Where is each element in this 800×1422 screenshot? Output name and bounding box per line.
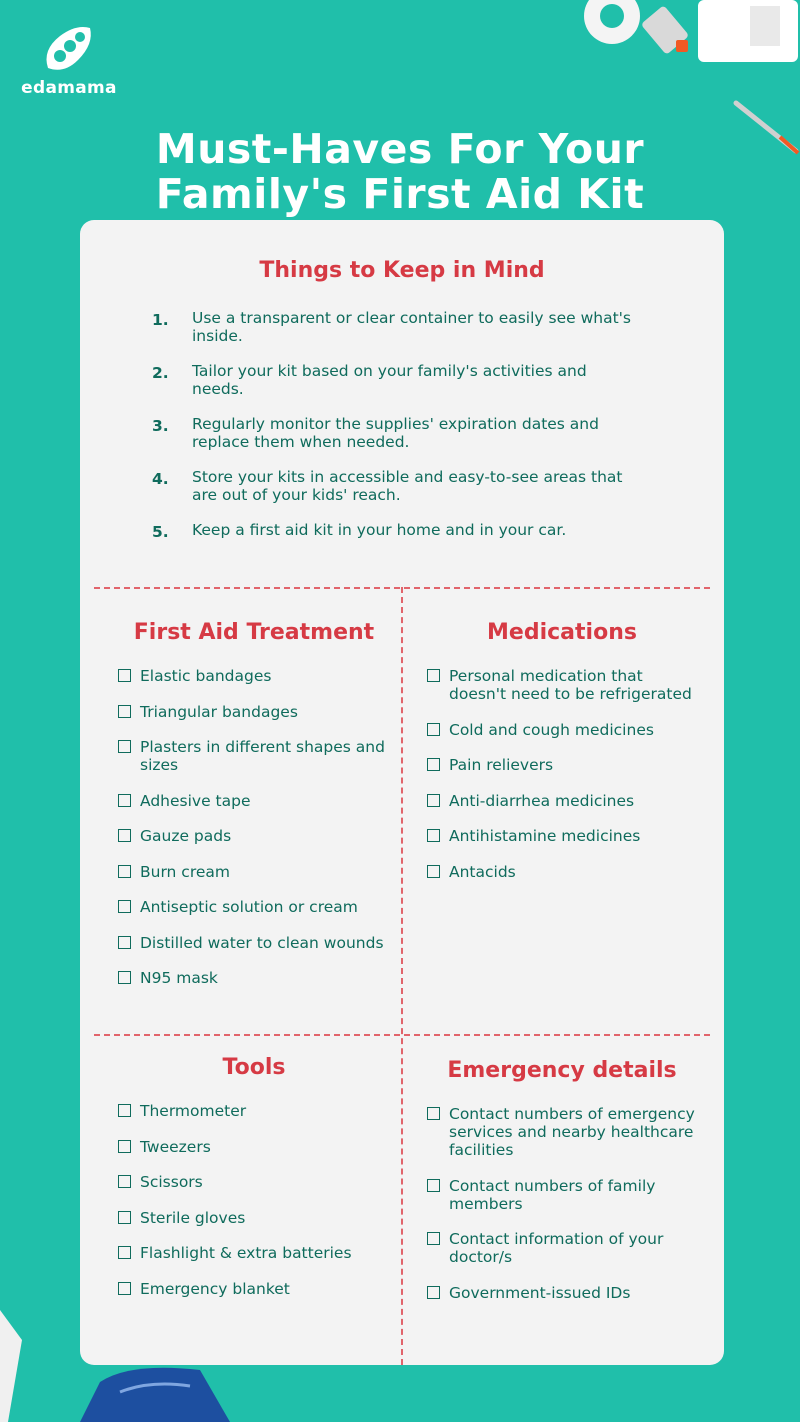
checklist-item bbox=[427, 863, 697, 881]
checkbox[interactable] bbox=[118, 900, 131, 913]
item-label: Antiseptic solution or cream bbox=[140, 898, 358, 916]
checkbox[interactable] bbox=[427, 723, 440, 736]
item-label: Burn cream bbox=[140, 862, 230, 881]
emergency-heading: Emergency details bbox=[447, 1058, 677, 1083]
checkbox[interactable] bbox=[118, 936, 131, 949]
checklist-item bbox=[427, 1105, 697, 1159]
checklist-item bbox=[118, 827, 390, 845]
item-label: Plasters in different shapes and sizes bbox=[140, 738, 385, 774]
list-item bbox=[80, 362, 632, 398]
list-item bbox=[80, 468, 632, 504]
checklist-item bbox=[427, 1230, 697, 1266]
checkbox[interactable] bbox=[118, 1140, 131, 1153]
checklist-item bbox=[118, 1280, 390, 1298]
item-label: Contact information of your doctor/s bbox=[449, 1230, 664, 1266]
checklist-item bbox=[118, 1102, 390, 1120]
checklist-item bbox=[118, 1244, 390, 1262]
item-label: Personal medication that doesn't need to be refrigerated bbox=[449, 667, 692, 703]
tape-roll-icon bbox=[582, 0, 642, 46]
emergency-list bbox=[427, 1105, 697, 1302]
item-label: Emergency blanket bbox=[140, 1279, 290, 1298]
checkbox[interactable] bbox=[118, 705, 131, 718]
item-label: Pain relievers bbox=[449, 756, 554, 774]
checkbox[interactable] bbox=[427, 1179, 440, 1192]
list-item bbox=[80, 309, 632, 345]
list-item bbox=[80, 521, 632, 539]
checklist-item bbox=[427, 827, 697, 845]
item-number: 3. bbox=[152, 417, 169, 435]
item-label: Anti-diarrhea medicines bbox=[449, 791, 635, 810]
keep-in-mind-section bbox=[80, 258, 724, 556]
checkbox[interactable] bbox=[118, 1104, 131, 1117]
item-label: Antihistamine medicines bbox=[449, 827, 641, 845]
bandage-pack-icon bbox=[690, 0, 800, 70]
item-label: Government-issued IDs bbox=[449, 1283, 631, 1302]
item-label: Thermometer bbox=[140, 1102, 247, 1120]
item-text: Regularly monitor the supplies' expiration dates and replace them when needed. bbox=[192, 415, 599, 451]
item-label: Antacids bbox=[449, 862, 516, 881]
checklist-card bbox=[80, 220, 724, 1365]
checkbox[interactable] bbox=[427, 1107, 440, 1120]
item-number: 5. bbox=[152, 523, 169, 541]
item-number: 2. bbox=[152, 364, 169, 382]
checkbox[interactable] bbox=[118, 1246, 131, 1259]
checkbox[interactable] bbox=[427, 1286, 440, 1299]
checkbox[interactable] bbox=[427, 669, 440, 682]
checklist-item bbox=[427, 756, 697, 774]
checklist-item bbox=[118, 703, 390, 721]
item-label: Triangular bandages bbox=[140, 702, 298, 721]
tools-list bbox=[118, 1102, 390, 1298]
checklist-item bbox=[118, 1209, 390, 1227]
brand-name: edamama bbox=[21, 78, 117, 98]
checklist-item bbox=[427, 792, 697, 810]
item-label: Scissors bbox=[140, 1173, 203, 1191]
checklist-item bbox=[118, 863, 390, 881]
keep-in-mind-list bbox=[80, 309, 724, 539]
edamame-pod-icon bbox=[38, 20, 98, 76]
checkbox[interactable] bbox=[118, 1282, 131, 1295]
checkbox[interactable] bbox=[427, 1232, 440, 1245]
medications-list bbox=[427, 667, 697, 881]
checklist-item bbox=[427, 721, 697, 739]
checklist-item bbox=[427, 667, 697, 703]
ice-pack-icon bbox=[60, 1362, 260, 1422]
item-label: Gauze pads bbox=[140, 827, 232, 845]
medications-section bbox=[427, 620, 697, 898]
checkbox[interactable] bbox=[118, 740, 131, 753]
checkbox[interactable] bbox=[427, 758, 440, 771]
item-label: Distilled water to clean wounds bbox=[140, 933, 384, 952]
checkbox[interactable] bbox=[118, 1211, 131, 1224]
item-label: Flashlight & extra batteries bbox=[140, 1244, 352, 1262]
checklist-item bbox=[118, 792, 390, 810]
checkbox[interactable] bbox=[118, 669, 131, 682]
checkbox[interactable] bbox=[118, 794, 131, 807]
checkbox[interactable] bbox=[118, 829, 131, 842]
checklist-item bbox=[118, 969, 390, 987]
first-aid-heading: First Aid Treatment bbox=[133, 620, 375, 645]
checkbox[interactable] bbox=[427, 829, 440, 842]
keep-in-mind-heading: Things to Keep in Mind bbox=[259, 258, 545, 283]
checkbox[interactable] bbox=[427, 865, 440, 878]
medications-heading: Medications bbox=[487, 620, 637, 645]
title-line-1: Must-Haves For Your bbox=[155, 125, 645, 174]
checklist-item bbox=[118, 1138, 390, 1156]
item-label: N95 mask bbox=[140, 969, 218, 987]
page-title bbox=[0, 127, 800, 217]
checklist-item bbox=[118, 667, 390, 685]
checkbox[interactable] bbox=[118, 971, 131, 984]
first-aid-section bbox=[118, 620, 390, 1005]
item-number: 4. bbox=[152, 470, 169, 488]
checklist-item bbox=[118, 738, 390, 774]
emergency-section bbox=[427, 1058, 697, 1319]
checklist-item bbox=[118, 1173, 390, 1191]
item-label: Adhesive tape bbox=[140, 791, 251, 810]
tools-heading: Tools bbox=[222, 1055, 286, 1080]
item-text: Tailor your kit based on your family's activities and needs. bbox=[192, 362, 587, 398]
checkbox[interactable] bbox=[118, 865, 131, 878]
checklist-item bbox=[118, 934, 390, 952]
checklist-item bbox=[118, 898, 390, 916]
checklist-item bbox=[427, 1177, 697, 1213]
item-number: 1. bbox=[152, 311, 169, 329]
checkbox[interactable] bbox=[118, 1175, 131, 1188]
first-aid-list bbox=[118, 667, 390, 987]
item-label: Elastic bandages bbox=[140, 667, 272, 685]
item-label: Tweezers bbox=[140, 1137, 211, 1156]
checklist-item bbox=[427, 1284, 697, 1302]
brand-logo[interactable] bbox=[14, 20, 124, 100]
item-text: Keep a first aid kit in your home and in your car. bbox=[192, 521, 567, 539]
tools-section bbox=[118, 1055, 390, 1315]
item-text: Store your kits in accessible and easy-to-see areas that are out of your kids' reach. bbox=[192, 468, 623, 504]
checkbox[interactable] bbox=[427, 794, 440, 807]
divider-vertical bbox=[401, 587, 403, 1365]
item-text: Use a transparent or clear container to easily see what's inside. bbox=[192, 309, 632, 345]
title-line-2: Family's First Aid Kit bbox=[155, 170, 645, 219]
item-label: Contact numbers of emergency services and nearby healthcare facilities bbox=[449, 1105, 695, 1159]
gauze-icon bbox=[0, 1300, 30, 1422]
item-label: Contact numbers of family members bbox=[449, 1176, 656, 1213]
item-label: Cold and cough medicines bbox=[449, 720, 654, 739]
item-label: Sterile gloves bbox=[140, 1208, 246, 1227]
list-item bbox=[80, 415, 632, 451]
